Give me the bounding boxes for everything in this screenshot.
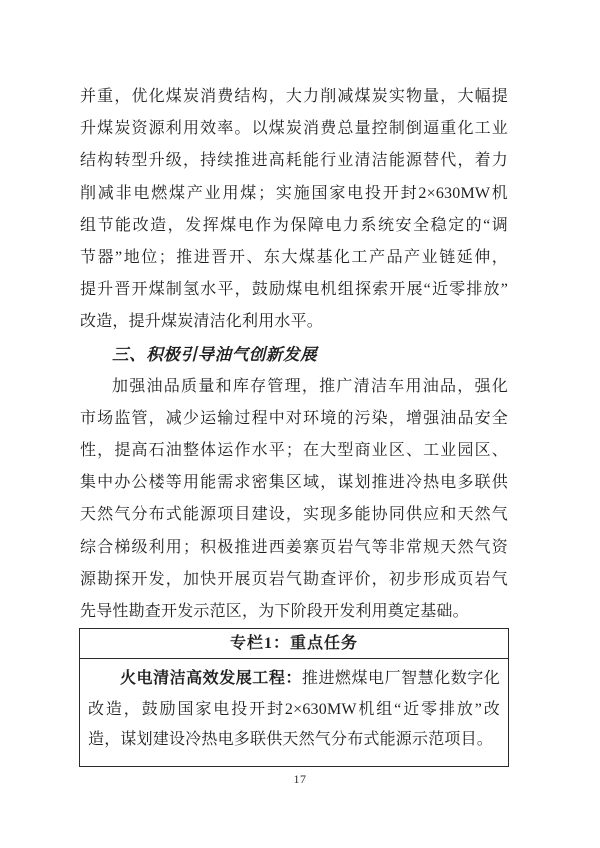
text-line: 提升晋开煤制氢水平，鼓励煤电机组探索开展“近零排放” — [80, 281, 508, 299]
text-line: 组节能改造，发挥煤电作为保障电力系统安全稳定的“调 — [80, 216, 508, 234]
text-line: 造，谋划建设冷热电多联供天然气分布式能源示范项目。 — [88, 731, 494, 749]
text-line: 结构转型升级，持续推进高耗能行业清洁能源替代，着力 — [80, 152, 508, 170]
callout-lead: 火电清洁高效发展工程： — [120, 670, 302, 688]
callout-title: 专栏1：重点任务 — [80, 629, 508, 659]
text-line — [88, 664, 500, 695]
text-line: 节器”地位；推进晋开、东大煤基化工产品产业链延伸， — [80, 248, 508, 266]
text-line: 改造，鼓励国家电投开封2×630MW机组“近零排放”改 — [88, 700, 500, 718]
text-line: 综合梯级利用；积极推进西姜寨页岩气等非常规天然气资 — [80, 538, 508, 556]
text-line: 性，提高石油整体运作水平；在大型商业区、工业园区、 — [80, 442, 508, 460]
text-line: 加强油品质量和库存管理，推广清洁车用油品，强化 — [112, 377, 508, 395]
callout-box — [79, 628, 509, 767]
page-number: 17 — [293, 772, 307, 786]
text-line: 市场监管，减少运输过程中对环境的污染，增强油品安全 — [80, 409, 508, 427]
paragraph-oil-gas — [80, 371, 508, 629]
text-line: 集中办公楼等用能需求密集区域，谋划推进冷热电多联供 — [80, 474, 508, 492]
text-line: 天然气分布式能源项目建设，实现多能协同供应和天然气 — [80, 506, 508, 524]
callout-body — [80, 659, 508, 766]
page-content — [80, 81, 508, 767]
paragraph-coal-consumption — [80, 81, 508, 339]
callout-lead-rest: 推进燃煤电厂智慧化数字化 — [301, 670, 501, 688]
text-line: 源勘探开发，加快开展页岩气勘查评价，初步形成页岩气 — [80, 570, 508, 588]
text-line: 改造，提升煤炭清洁化利用水平。 — [80, 313, 324, 331]
text-line: 先导性勘查开发示范区，为下阶段开发利用奠定基础。 — [80, 603, 469, 620]
text-line: 并重，优化煤炭消费结构，大力削减煤炭实物量，大幅提 — [80, 88, 508, 105]
text-line: 升煤炭资源利用效率。以煤炭消费总量控制倒逼重化工业 — [80, 120, 508, 138]
section-heading: 三、积极引导油气创新发展 — [112, 344, 318, 364]
text-line: 削减非电燃煤产业用煤；实施国家电投开封2×630MW机 — [80, 184, 508, 202]
